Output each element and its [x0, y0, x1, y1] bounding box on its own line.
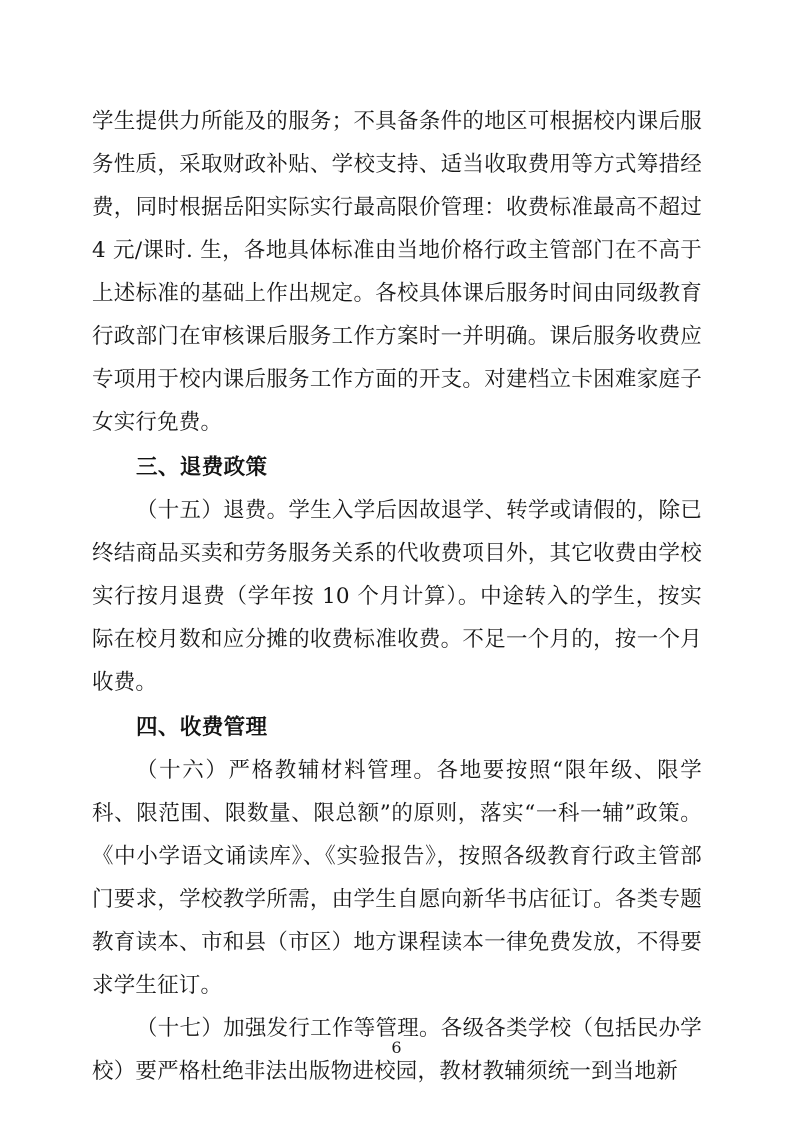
section-heading-refund-policy: 三、退费政策 [136, 455, 268, 480]
paragraph-continued-service-fees: 学生提供力所能及的服务；不具备条件的地区可根据校内课后服务性质，采取财政补贴、学校支持、适当收取费用等方式筹措经费，同时根据岳阳实际实行最高限价管理：收费标准最高不超过 4 元/课时. 生，各地具体标准由当地价格行政主管部门在不高于上述标准的基础上作出规定。各校具体课后服务时间由同级教育行政部门在审核课后服务工作方案时一并明确。课后服务收费应专项用于校内课后服务工作方面的开支。对建档立卡困难家庭子女实行免费。 [92, 109, 702, 435]
paragraph-item-sixteen-teaching-materials: （十六）严格教辅材料管理。各地要按照“限年级、限学科、限范围、限数量、限总额”的原则，落实“一科一辅”政策。《中小学语文诵读库》、《实验报告》，按照各级教育行政主管部门要求，学校教学所需，由学生自愿向新华书店征订。各类专题教育读本、市和县（市区）地方课程读本一律免费发放，不得要求学生征订。 [92, 758, 702, 998]
document-body [92, 100, 702, 1093]
paragraph-item-seventeen-distribution: （十七）加强发行工作等管理。各级各类学校（包括民办学校）要严格杜绝非法出版物进校园，教材教辅须统一到当地新 [92, 1016, 702, 1084]
paragraph-item-fifteen-refund: （十五）退费。学生入学后因故退学、转学或请假的，除已终结商品买卖和劳务服务关系的代收费项目外，其它收费由学校实行按月退费（学年按 10 个月计算）。中途转入的学生，按实际在校月数和应分摊的收费标准收费。不足一个月的，按一个月收费。 [92, 498, 702, 695]
section-heading-fee-management: 四、收费管理 [136, 715, 268, 740]
page-number: 6 [391, 1038, 402, 1057]
